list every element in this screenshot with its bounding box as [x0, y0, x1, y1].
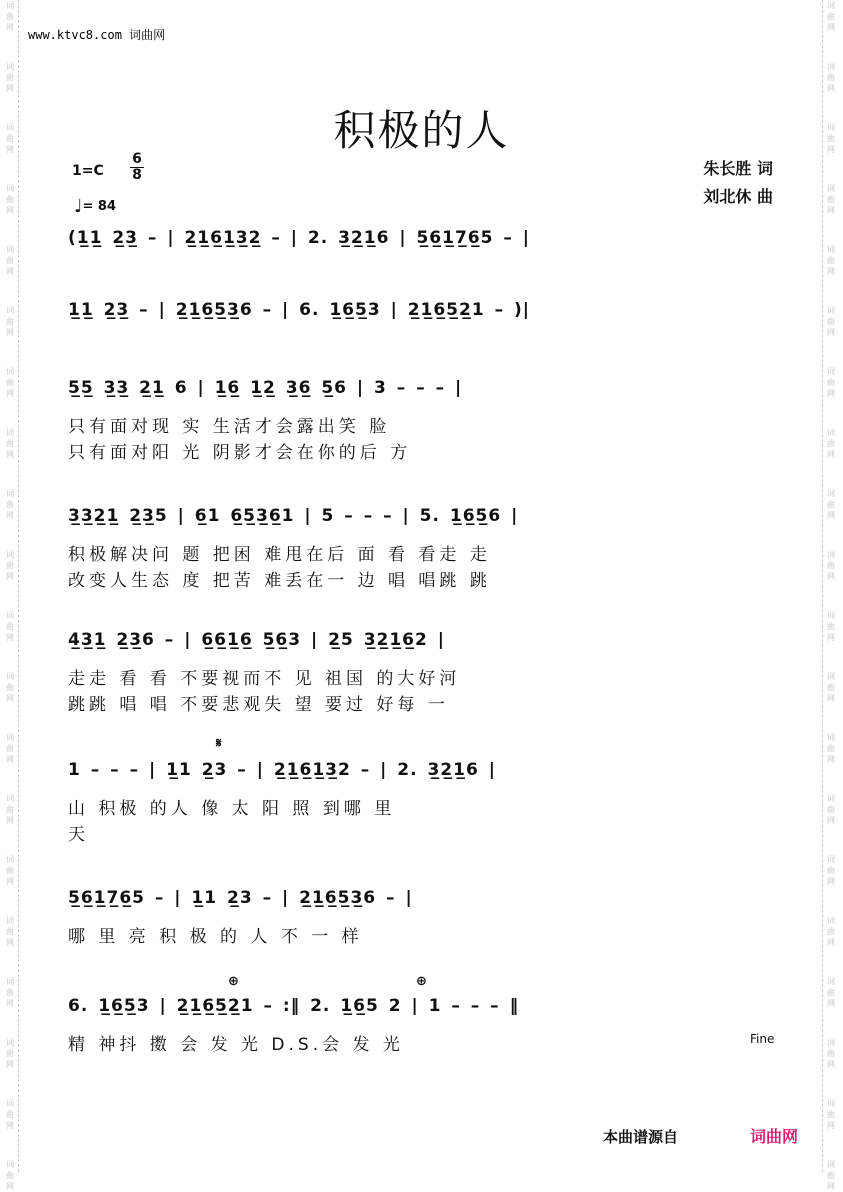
melody-line: 5̲6̲1̲7̲6̲5 – | 1̲1 2̲3 – | 2̲1̲6̲5̲3̲6 – | — [68, 888, 413, 908]
melody-line: 3̲3̲2̲1̲ 2̲3̲5 | 6̲1 6̲5̲3̲6̲1 | 5 – – – | 5. 1̲6̲5̲6 | — [68, 506, 519, 526]
score-row-2 — [0, 300, 843, 390]
source-brand-link[interactable]: 词曲网 — [750, 1127, 799, 1146]
watermark-text: 词 曲 网 — [827, 1099, 835, 1130]
melody-line: 1 – – – | 1̲1 2̲3 – | 2̲1̲6̲1̲3̲2 – | 2. 3̲2̲1̲6 | — [68, 760, 496, 780]
lyric-verse-1: 山 积极 的人 像 太 阳 照 到哪 里 — [68, 799, 396, 819]
watermark-text: 词 曲 网 — [6, 1038, 14, 1069]
coda-icon: ⊕ — [228, 974, 239, 989]
watermark-text: 词 曲 网 — [6, 245, 14, 276]
tempo-marking — [74, 196, 116, 217]
watermark-text: 词 曲 网 — [827, 916, 835, 947]
watermark-text: 词 曲 网 — [827, 1, 835, 32]
melody-line: 4̲3̲1̲ 2̲3̲6 – | 6̲6̲1̲6̲ 5̲6̲3 | 2̲5 3̲2̲1̲6̲2 | — [68, 630, 445, 650]
score-row-5 — [0, 630, 843, 720]
site-url[interactable]: www.ktvc8.com 词曲网 — [28, 28, 166, 42]
coda-icon: ⊕ — [416, 974, 427, 989]
watermark-text: 词 曲 网 — [6, 1160, 14, 1191]
watermark-text: 词 曲 网 — [6, 1099, 14, 1130]
watermark-text: 词 曲 网 — [827, 62, 835, 93]
time-denominator: 8 — [132, 167, 142, 183]
time-signature — [130, 152, 144, 183]
watermark-text: 词 曲 网 — [6, 733, 14, 764]
watermark-text: 词 曲 网 — [6, 428, 14, 459]
watermark-text: 词 曲 网 — [6, 855, 14, 886]
key-signature: 1=C — [72, 163, 104, 179]
watermark-text: 词 曲 网 — [827, 184, 835, 215]
lyric-verse-1: 积极解决问 题 把困 难甩在后 面 看 看走 走 — [68, 545, 491, 565]
watermark-text: 词 曲 网 — [827, 428, 835, 459]
lyric-verse-2: 改变人生态 度 把苦 难丢在一 边 唱 唱跳 跳 — [68, 571, 491, 591]
lyric-verse-1: 走走 看 看 不要视而不 见 祖国 的大好河 — [68, 669, 461, 689]
watermark-text: 词 曲 网 — [827, 733, 835, 764]
watermark-text: 词 曲 网 — [6, 62, 14, 93]
watermark-text: 词 曲 网 — [6, 123, 14, 154]
watermark-text: 词 曲 网 — [827, 794, 835, 825]
watermark-text: 词 曲 网 — [6, 611, 14, 642]
watermark-text: 词 曲 网 — [827, 123, 835, 154]
watermark-text: 词 曲 网 — [827, 1160, 835, 1191]
time-numerator: 6 — [132, 151, 142, 167]
watermark-text: 词 曲 网 — [6, 1, 14, 32]
watermark-text: 词 曲 网 — [6, 367, 14, 398]
lyric-verse-2: 只有面对阳 光 阴影才会在你的后 方 — [68, 443, 412, 463]
score-row-4 — [0, 506, 843, 596]
melody-line: (1̲1̲ 2̲3̲ – | 2̲1̲6̲1̲3̲2̲ – | 2. 3̲2̲1̲6 | 5̲6̲1̲7̲6̲5 – | — [68, 228, 530, 248]
melody-line: 5̲5̲ 3̲3̲ 2̲1̲ 6 | 1̲6̲ 1̲2̲ 3̲6̲ 5̲6 | 3 – – – | — [68, 378, 463, 398]
song-title: 积极的人 — [333, 106, 510, 155]
composer-credit: 刘北休 曲 — [703, 187, 773, 206]
quarter-note-icon: ♩ — [74, 196, 83, 217]
watermark-text: 词 曲 网 — [6, 489, 14, 520]
lyric-verse-1: 只有面对现 实 生活才会露出笑 脸 — [68, 417, 391, 437]
watermark-text: 词 曲 网 — [827, 672, 835, 703]
segno-icon: 𝄋 — [216, 736, 222, 751]
watermark-text: 词 曲 网 — [6, 977, 14, 1008]
source-label: 本曲谱源自 — [603, 1128, 679, 1146]
lyricist-credit: 朱长胜 词 — [703, 159, 773, 178]
watermark-text: 词 曲 网 — [827, 489, 835, 520]
tempo-value: = 84 — [82, 199, 117, 214]
watermark-text: 词 曲 网 — [827, 855, 835, 886]
watermark-text: 词 曲 网 — [827, 977, 835, 1008]
watermark-text: 词 曲 网 — [6, 184, 14, 215]
watermark-text: 词 曲 网 — [6, 672, 14, 703]
lyric-verse-1: 精 神抖 擞 会 发 光 D.S.会 发 光 — [68, 1035, 404, 1055]
lyric-verse-2: 天 — [68, 825, 89, 845]
watermark-text: 词 曲 网 — [827, 1038, 835, 1069]
lyric-verse-1: 哪 里 亮 积 极 的 人 不 一 样 — [68, 927, 363, 947]
watermark-text: 词 曲 网 — [6, 916, 14, 947]
melody-line: 1̲1̲ 2̲3̲ – | 2̲1̲6̲5̲3̲6 – | 6. 1̲6̲5̲3 | 2̲1̲6̲5̲2̲1 – )| — [68, 300, 530, 320]
score-row-3 — [0, 378, 843, 468]
credits — [703, 155, 773, 211]
watermark-text: 词 曲 网 — [6, 550, 14, 581]
score-row-7 — [0, 888, 843, 978]
watermark-text: 词 曲 网 — [827, 367, 835, 398]
watermark-text: 词 曲 网 — [6, 306, 14, 337]
watermark-text: 词 曲 网 — [6, 794, 14, 825]
melody-line: 6. 1̲6̲5̲3 | 2̲1̲6̲5̲2̲1 – :‖ 2. 1̲6̲5 2 | 1 – – – ‖ — [68, 996, 520, 1016]
lyric-verse-2: 跳跳 唱 唱 不要悲观失 望 要过 好每 一 — [68, 695, 449, 715]
watermark-text: 词 曲 网 — [827, 245, 835, 276]
watermark-text: 词 曲 网 — [827, 306, 835, 337]
fine-marking: Fine — [750, 1032, 775, 1046]
watermark-text: 词 曲 网 — [827, 550, 835, 581]
watermark-text: 词 曲 网 — [827, 611, 835, 642]
